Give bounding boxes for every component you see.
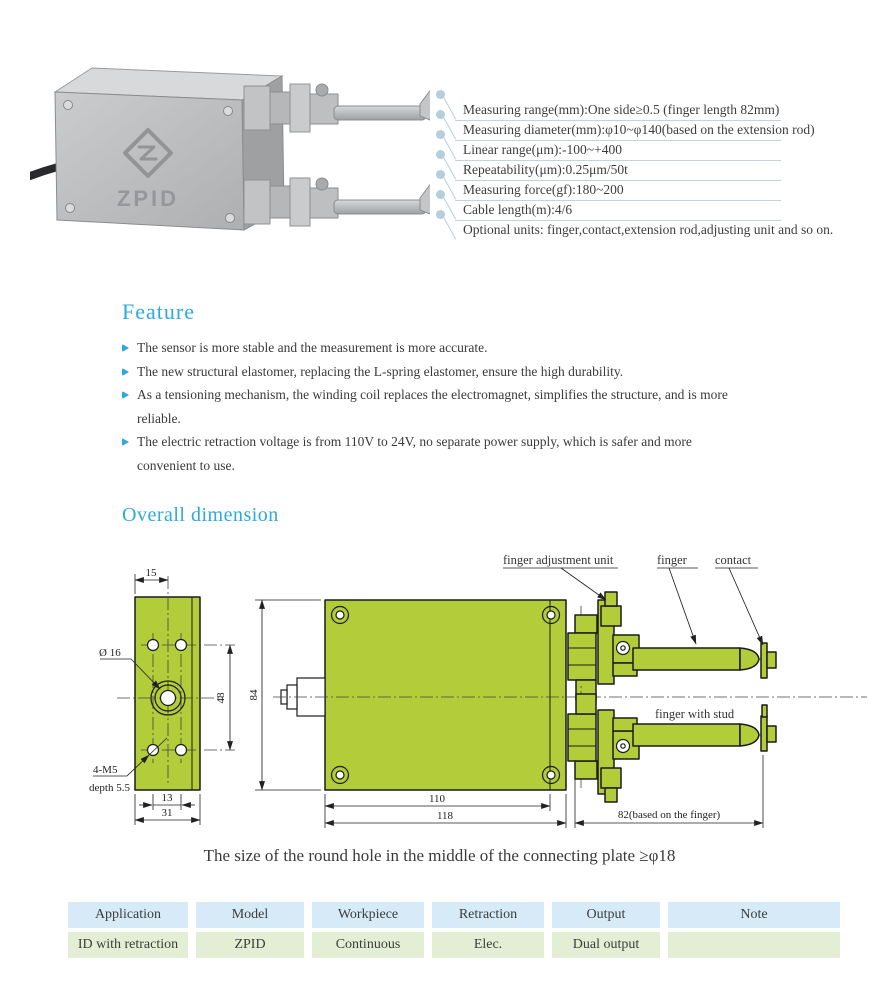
table-header-cell: Workpiece [312,902,424,928]
dim-31: 31 [161,807,173,819]
dim-depth: depth 5.5 [89,782,130,794]
triangle-bullet-icon [122,344,129,352]
spec-text: Cable length(m):4/6 [463,202,573,217]
table-cell: ZPID [196,932,304,958]
label-contact: contact [715,553,752,567]
dimension-drawing [55,548,875,848]
triangle-bullet-icon [122,391,129,399]
label-finger-adjustment-unit: finger adjustment unit [503,553,614,567]
left-plate-drawing [89,567,235,825]
plate-hole-note: The size of the round hole in the middle of the connecting plate ≥φ18 [203,846,676,865]
feature-text: As a tensioning mechanism, the winding coil replaces the electromagnet, simplifies the structure, and is more reliable. [137,387,728,426]
bullet-connector-line [443,97,456,119]
spec-item [455,201,781,221]
logo-text: ZPID [116,186,180,211]
bullet-connector-line [443,157,456,179]
table-cell: ID with retraction [68,932,188,958]
spec-item [455,221,834,241]
feature-section [122,299,740,477]
table-cell: Continuous [312,932,424,958]
finger-assembly-lower [568,684,777,802]
feature-text: The sensor is more stable and the measurement is more accurate. [137,340,488,355]
spec-item [455,161,781,181]
spec-text: Measuring force(gf):180~200 [463,182,624,197]
dim-84: 84 [248,689,260,701]
bullet-connector-line [443,197,456,219]
feature-title: Feature [122,299,195,324]
feature-item [122,383,740,430]
dim-15: 15 [145,567,157,579]
table-header-cell: Model [196,902,304,928]
dim-82: 82(based on the finger) [617,809,721,821]
product-photo-svg [30,58,430,268]
main-body-drawing [248,600,867,828]
table-row [68,932,840,958]
finger-assembly-upper [568,592,777,710]
table-cell: Dual output [552,932,660,958]
spec-item [455,101,781,121]
table-cell: Elec. [432,932,544,958]
bullet-connector-line [443,177,456,199]
spec-item [455,181,781,201]
spec-list [455,101,834,241]
dim-13: 13 [161,792,173,804]
table-header-cell: Retraction [432,902,544,928]
table-header-cell: Application [68,902,188,928]
table-cell [668,932,840,958]
spec-item [455,141,781,161]
spec-text: Measuring range(mm):One side≥0.5 (finger length 82mm) [463,102,780,117]
feature-item [122,430,740,477]
table-header-cell: Note [668,902,840,928]
table-header-row [68,902,840,928]
dim-thread: 4-M5 [93,764,118,776]
triangle-bullet-icon [122,438,129,446]
feature-item [122,360,740,384]
table-header-cell: Output [552,902,660,928]
contact-stud [762,705,767,717]
dim-118: 118 [436,810,454,822]
dim-hole16: Ø 16 [99,647,121,659]
spec-text: Linear range(μm):-100~+400 [463,142,622,157]
label-finger-with-stud: finger with stud [655,707,735,721]
label-finger: finger [657,553,687,567]
spec-text: Optional units: finger,contact,extension rod,adjusting unit and so on. [463,222,834,237]
dim-110: 110 [428,793,446,805]
dimension-drawing-svg [55,548,875,848]
feature-text: The electric retraction voltage is from 110V to 24V, no separate power supply, which is safer and more convenient to use. [137,434,692,473]
spec-text: Repeatability(μm):0.25μm/50t [463,162,628,177]
dim-48: 48 [215,692,227,704]
triangle-bullet-icon [122,368,129,376]
spec-text: Measuring diameter(mm):φ10~φ140(based on the extension rod) [463,122,815,137]
spec-item [455,121,815,141]
model-table [60,898,848,962]
dimension-section-title: Overall dimension [122,504,279,526]
bullet-connector-line [443,217,456,239]
feature-item [122,336,740,360]
feature-text: The new structural elastomer, replacing the L-spring elastomer, ensure the high durability. [137,363,624,379]
bullet-connector-line [443,117,456,139]
product-photo [30,58,430,268]
bullet-connector-line [443,137,456,159]
